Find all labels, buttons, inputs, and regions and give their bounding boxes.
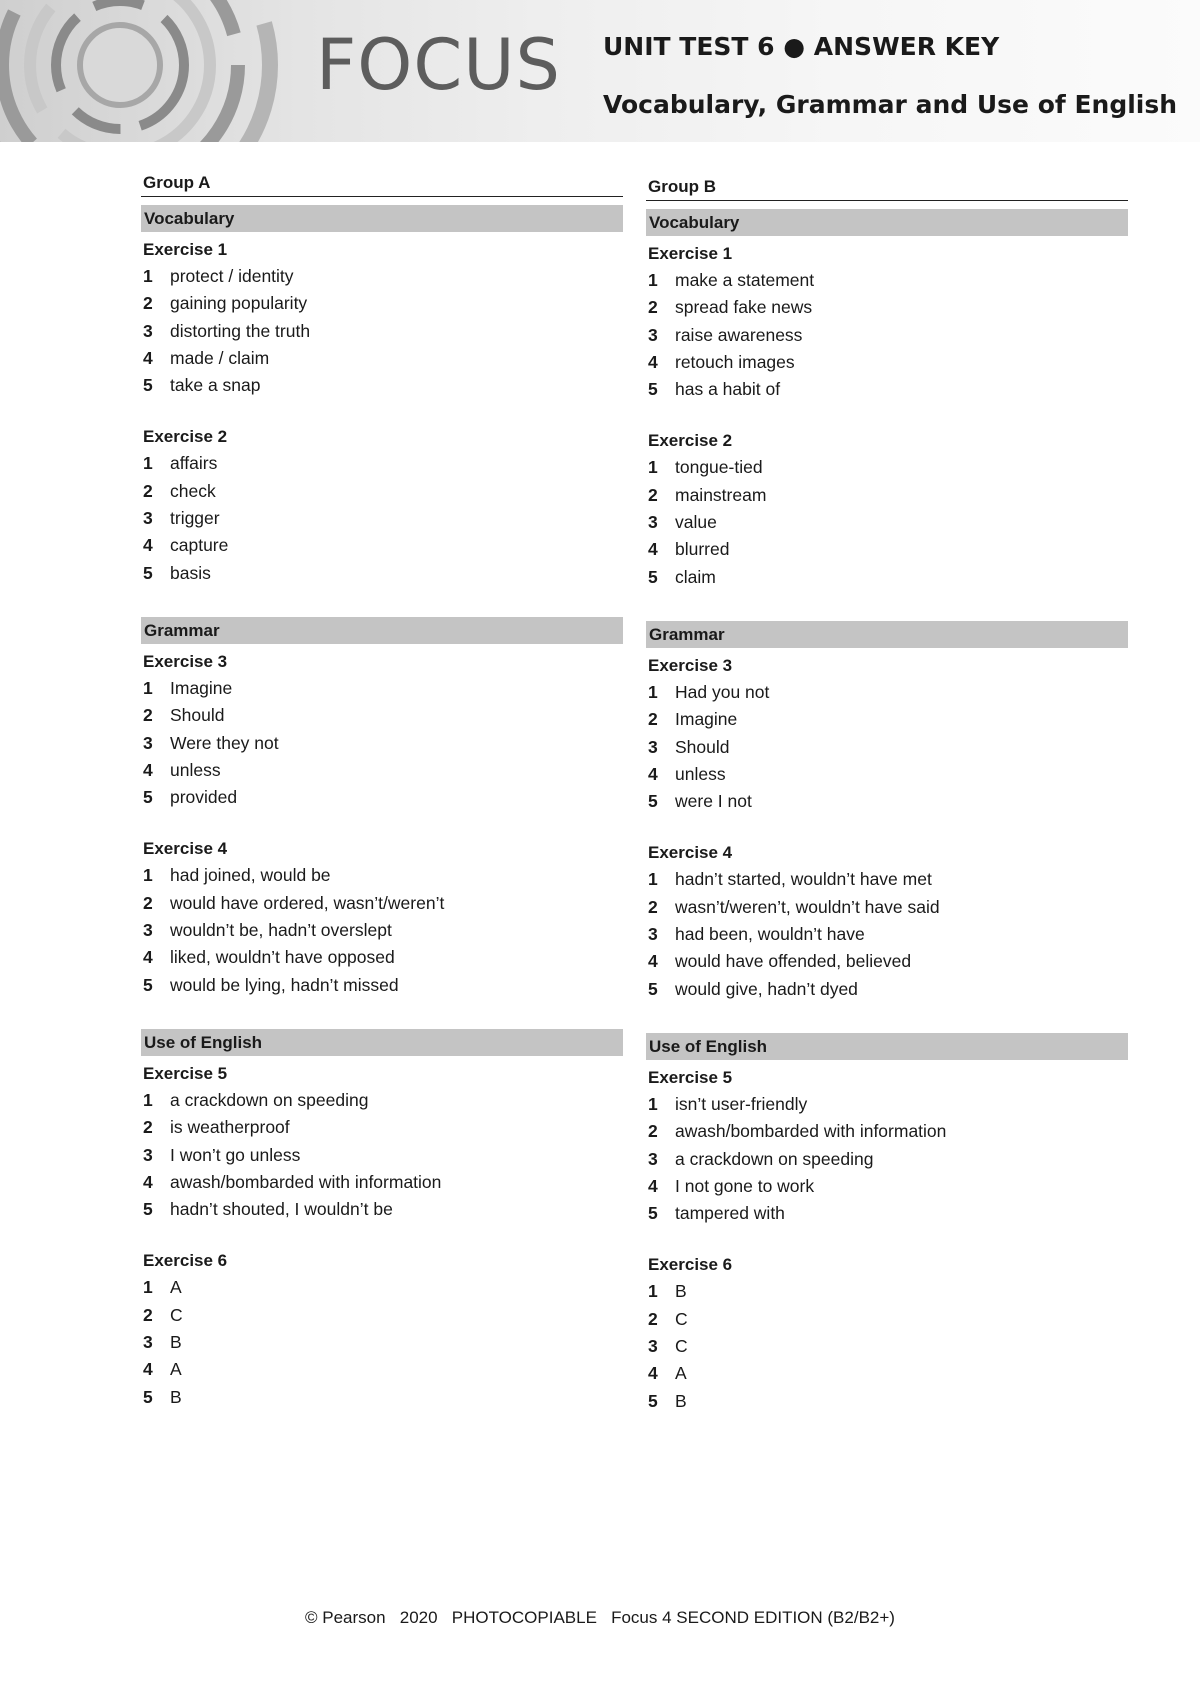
item-number: 1 [143, 1089, 153, 1110]
item-answer: Should [675, 736, 730, 757]
item-answer: C [170, 1304, 183, 1325]
group-a-exercise-5-title: Exercise 5 [143, 1063, 228, 1083]
item-number: 4 [143, 535, 153, 556]
item-number: 3 [143, 320, 153, 341]
group-b-exercise-5-list [646, 1091, 1128, 1227]
list-item [141, 890, 623, 917]
group-b-exercise-1-title: Exercise 1 [648, 244, 733, 263]
item-answer: unless [170, 759, 221, 780]
item-answer: hadn’t started, wouldn’t have met [675, 869, 932, 890]
item-number: 3 [648, 924, 658, 945]
item-number: 1 [648, 869, 658, 890]
item-number: 5 [143, 562, 153, 583]
group-b-exercise-2-title: Exercise 2 [648, 431, 733, 451]
list-item [141, 318, 623, 345]
item-number: 2 [648, 1308, 658, 1329]
item-answer: A [170, 1277, 182, 1298]
list-item [141, 372, 623, 399]
list-item [646, 482, 1128, 509]
list-item [141, 1329, 623, 1356]
item-number: 3 [143, 1144, 153, 1165]
list-item [646, 1306, 1128, 1333]
item-number: 4 [648, 1175, 658, 1196]
item-answer: would give, hadn’t dyed [675, 978, 858, 999]
list-item [646, 294, 1128, 321]
item-answer: I not gone to work [675, 1175, 815, 1196]
item-answer: gaining popularity [170, 293, 308, 314]
item-answer: Were they not [170, 732, 279, 753]
item-answer: awash/bombarded with information [675, 1121, 947, 1142]
page-subtitle: Vocabulary, Grammar and Use of English [603, 90, 1178, 119]
group-b-section-vocabulary: Vocabulary [646, 209, 1128, 236]
item-answer: make a statement [675, 270, 815, 290]
item-number: 5 [648, 566, 658, 587]
item-answer: has a habit of [675, 379, 781, 400]
list-item [141, 757, 623, 784]
item-answer: is weatherproof [170, 1117, 290, 1138]
item-answer: Had you not [675, 681, 770, 702]
list-item [141, 784, 623, 811]
list-item [646, 1173, 1128, 1200]
item-number: 1 [648, 1281, 658, 1302]
list-item [141, 290, 623, 317]
list-item [646, 948, 1128, 975]
list-item [646, 509, 1128, 536]
item-answer: were I not [675, 791, 752, 812]
item-number: 4 [143, 1359, 153, 1380]
item-answer: take a snap [170, 375, 261, 396]
item-number: 4 [143, 759, 153, 780]
list-item [646, 536, 1128, 563]
list-item [141, 1302, 623, 1329]
item-answer: wouldn’t be, hadn’t overslept [170, 920, 392, 941]
list-item [141, 1274, 623, 1301]
item-number: 4 [648, 763, 658, 784]
item-number: 2 [143, 892, 153, 913]
group-a-exercise-3-title: Exercise 3 [143, 651, 228, 671]
item-number: 3 [143, 1332, 153, 1353]
item-answer: distorting the truth [170, 320, 311, 341]
item-answer: I won’t go unless [170, 1144, 301, 1165]
item-answer: made / claim [170, 347, 270, 368]
item-answer: awash/bombarded with information [170, 1171, 442, 1192]
list-item [141, 972, 623, 999]
group-b-exercise-6-list [646, 1278, 1128, 1414]
list-item [141, 532, 623, 559]
item-number: 4 [648, 539, 658, 560]
group-b-exercise-1-list [646, 267, 1128, 403]
group-b-exercise-3-list [646, 679, 1128, 815]
item-number: 3 [648, 1336, 658, 1357]
item-answer: C [675, 1336, 688, 1357]
group-b-exercise-4-list [646, 866, 1128, 1002]
item-number: 4 [143, 1171, 153, 1192]
item-number: 1 [648, 1093, 658, 1114]
item-number: 5 [143, 375, 153, 396]
item-number: 2 [143, 1304, 153, 1325]
item-answer: had been, wouldn’t have [675, 924, 865, 945]
item-answer: unless [675, 763, 726, 784]
item-answer: trigger [170, 508, 220, 529]
group-b-exercise-3-title: Exercise 3 [648, 655, 733, 675]
list-item [141, 1384, 623, 1411]
item-number: 4 [648, 1363, 658, 1384]
group-a-column [141, 170, 623, 1411]
list-item [646, 267, 1128, 294]
brand-logo: FOCUS [316, 24, 561, 106]
item-answer: a crackdown on speeding [170, 1089, 369, 1110]
group-a-exercise-6-list [141, 1274, 623, 1410]
group-a-exercise-3-list [141, 675, 623, 811]
group-b-title: Group B [646, 174, 1128, 201]
list-item [646, 1118, 1128, 1145]
item-number: 2 [143, 293, 153, 314]
group-a-exercise-1-list [141, 263, 623, 399]
item-answer: A [675, 1363, 687, 1384]
list-item [646, 866, 1128, 893]
group-a-section-use-of-english: Use of English [141, 1029, 623, 1056]
list-item [141, 1114, 623, 1141]
list-item [141, 1169, 623, 1196]
group-b-exercise-5-title: Exercise 5 [648, 1067, 733, 1087]
page-footer: © Pearson 2020 PHOTOCOPIABLE Focus 4 SECOND EDITION (B2/B2+) [305, 1608, 895, 1627]
item-answer: A [170, 1359, 182, 1380]
item-number: 3 [648, 512, 658, 533]
list-item [141, 944, 623, 971]
list-item [646, 706, 1128, 733]
group-a-exercise-5-list [141, 1087, 623, 1223]
item-answer: had joined, would be [170, 865, 331, 886]
list-item [646, 1388, 1128, 1415]
item-answer: check [170, 480, 216, 501]
item-number: 2 [143, 480, 153, 501]
list-item [141, 917, 623, 944]
list-item [646, 1146, 1128, 1173]
list-item [141, 1196, 623, 1223]
list-item [646, 1091, 1128, 1118]
list-item [141, 862, 623, 889]
page-header [0, 0, 1200, 142]
list-item [646, 349, 1128, 376]
item-number: 1 [143, 865, 153, 886]
item-number: 2 [648, 896, 658, 917]
item-answer: B [170, 1386, 182, 1407]
item-number: 5 [648, 379, 658, 400]
list-item [646, 734, 1128, 761]
item-answer: retouch images [675, 351, 795, 372]
item-answer: raise awareness [675, 324, 803, 345]
item-number: 3 [143, 920, 153, 941]
group-b-section-grammar: Grammar [646, 621, 1128, 648]
group-b-section-use-of-english: Use of English [646, 1033, 1128, 1060]
item-answer: would have ordered, wasn’t/weren’t [170, 892, 445, 913]
list-item [646, 679, 1128, 706]
list-item [646, 454, 1128, 481]
item-number: 3 [143, 732, 153, 753]
item-number: 5 [648, 1203, 658, 1224]
item-number: 2 [648, 484, 658, 505]
list-item [646, 322, 1128, 349]
item-number: 2 [143, 705, 153, 726]
item-number: 1 [143, 266, 153, 286]
list-item [141, 505, 623, 532]
list-item [141, 450, 623, 477]
item-answer: tongue-tied [675, 457, 763, 478]
item-number: 5 [143, 1199, 153, 1220]
item-answer: mainstream [675, 484, 767, 505]
item-number: 5 [648, 978, 658, 999]
item-answer: hadn’t shouted, I wouldn’t be [170, 1199, 393, 1220]
group-b-exercise-4-title: Exercise 4 [648, 843, 733, 863]
list-item [646, 761, 1128, 788]
list-item [646, 894, 1128, 921]
item-answer: B [675, 1390, 687, 1411]
list-item [141, 730, 623, 757]
item-number: 3 [648, 1148, 658, 1169]
item-answer: Imagine [170, 677, 233, 698]
item-answer: spread fake news [675, 297, 813, 318]
group-b-column [646, 174, 1128, 1415]
item-number: 2 [648, 709, 658, 730]
list-item [646, 788, 1128, 815]
group-b-exercise-6-title: Exercise 6 [648, 1255, 733, 1275]
group-a-exercise-2-list [141, 450, 623, 586]
list-item [141, 263, 623, 290]
list-item [646, 376, 1128, 403]
list-item [141, 478, 623, 505]
item-number: 3 [648, 736, 658, 757]
group-a-title: Group A [141, 170, 623, 197]
list-item [141, 1356, 623, 1383]
item-answer: affairs [170, 453, 218, 474]
item-answer: a crackdown on speeding [675, 1148, 874, 1169]
group-a-exercise-2-title: Exercise 2 [143, 427, 228, 447]
item-number: 3 [648, 324, 658, 345]
item-answer: capture [170, 535, 229, 556]
item-answer: B [675, 1281, 687, 1302]
list-item [141, 1142, 623, 1169]
list-item [646, 1200, 1128, 1227]
list-item [646, 976, 1128, 1003]
group-a-section-grammar: Grammar [141, 617, 623, 644]
item-answer: value [675, 512, 717, 533]
group-a-exercise-6-title: Exercise 6 [143, 1251, 228, 1271]
item-number: 5 [648, 1390, 658, 1411]
list-item [141, 1087, 623, 1114]
group-a-exercise-1-title: Exercise 1 [143, 240, 228, 259]
item-answer: C [675, 1308, 688, 1329]
item-answer: isn’t user-friendly [675, 1093, 808, 1114]
item-answer: claim [675, 566, 716, 587]
group-a-exercise-4-title: Exercise 4 [143, 839, 228, 859]
item-number: 4 [143, 347, 153, 368]
item-number: 4 [648, 951, 658, 972]
item-number: 2 [143, 1117, 153, 1138]
item-number: 1 [143, 1277, 153, 1298]
list-item [141, 702, 623, 729]
item-number: 5 [143, 974, 153, 995]
item-number: 2 [648, 297, 658, 318]
list-item [646, 1360, 1128, 1387]
group-b-exercise-2-list [646, 454, 1128, 590]
list-item [141, 345, 623, 372]
item-answer: tampered with [675, 1203, 785, 1224]
item-number: 1 [648, 681, 658, 702]
group-a-section-vocabulary: Vocabulary [141, 205, 623, 232]
list-item [646, 1333, 1128, 1360]
list-item [141, 675, 623, 702]
item-number: 5 [143, 1386, 153, 1407]
list-item [141, 560, 623, 587]
item-number: 1 [143, 677, 153, 698]
item-answer: Should [170, 705, 225, 726]
item-number: 4 [648, 351, 658, 372]
item-number: 3 [143, 508, 153, 529]
group-a-exercise-4-list [141, 862, 623, 998]
concentric-circles-graphic [0, 0, 280, 142]
list-item [646, 564, 1128, 591]
item-number: 1 [648, 270, 658, 290]
item-answer: would have offended, believed [675, 951, 912, 972]
item-answer: liked, wouldn’t have opposed [170, 947, 395, 968]
item-answer: Imagine [675, 709, 738, 730]
list-item [646, 1278, 1128, 1305]
page-title: UNIT TEST 6 ● ANSWER KEY [603, 32, 1000, 61]
item-answer: B [170, 1332, 182, 1353]
item-answer: blurred [675, 539, 730, 560]
item-number: 1 [143, 453, 153, 474]
item-number: 5 [143, 787, 153, 808]
item-number: 5 [648, 791, 658, 812]
item-answer: would be lying, hadn’t missed [170, 974, 399, 995]
item-number: 2 [648, 1121, 658, 1142]
item-answer: wasn’t/weren’t, wouldn’t have said [675, 896, 940, 917]
list-item [646, 921, 1128, 948]
item-answer: provided [170, 787, 238, 808]
item-answer: protect / identity [170, 266, 294, 286]
item-number: 4 [143, 947, 153, 968]
item-answer: basis [170, 562, 211, 583]
item-number: 1 [648, 457, 658, 478]
